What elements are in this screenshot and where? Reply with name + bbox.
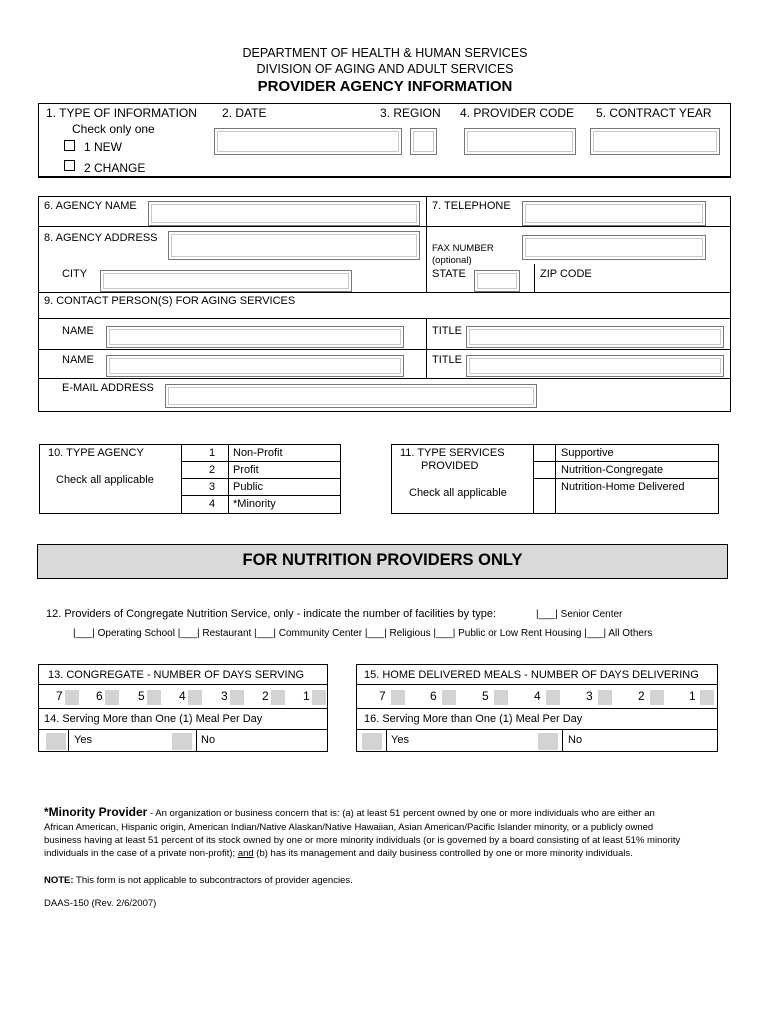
city-label: CITY [62, 268, 88, 280]
senior-center-option[interactable]: |___| Senior Center [536, 609, 623, 620]
congregate-day-2: 2 [262, 689, 269, 703]
divider [196, 729, 197, 752]
congregate-label: 13. CONGREGATE - NUMBER OF DAYS SERVING [48, 669, 305, 681]
note-text: This form is not applicable to subcontractors of provider agencies. [73, 875, 353, 886]
department-heading: DEPARTMENT OF HEALTH & HUMAN SERVICES [242, 46, 528, 60]
form-title: PROVIDER AGENCY INFORMATION [257, 78, 513, 95]
divider [228, 444, 229, 514]
home-day-5-field[interactable] [494, 690, 508, 705]
divider [181, 461, 341, 462]
minority-line-3: business having at least 51 percent of its stock owned by one or more minority individuals (or is governed by a board consisting of at least 51% minority [44, 835, 681, 846]
agency-name-label: 6. AGENCY NAME [44, 200, 137, 212]
divider [426, 318, 427, 378]
minority-title: *Minority Provider [44, 805, 148, 819]
divider [38, 292, 731, 293]
note-label: NOTE: [44, 875, 74, 886]
name1-label: NAME [62, 325, 94, 337]
divider [181, 495, 341, 496]
new-option-label: 1 NEW [84, 140, 123, 154]
change-option-label: 2 CHANGE [84, 161, 146, 175]
agency-type-profit[interactable]: Profit [233, 464, 259, 476]
congregate-day-4-field[interactable] [188, 690, 202, 705]
minority-line-1 [44, 805, 655, 821]
telephone-label: 7. TELEPHONE [432, 200, 511, 212]
congregate-day-3: 3 [221, 689, 228, 703]
divider [38, 349, 731, 350]
home-day-3-field[interactable] [598, 690, 612, 705]
congregate-day-7: 7 [56, 689, 63, 703]
congregate-day-6: 6 [96, 689, 103, 703]
telephone-input[interactable] [522, 201, 706, 226]
agency-name-input[interactable] [148, 201, 420, 226]
congregate-yes-label: Yes [74, 734, 92, 746]
divider [426, 196, 427, 292]
region-input[interactable] [410, 128, 437, 155]
division-heading: DIVISION OF AGING AND ADULT SERVICES [256, 62, 514, 76]
congregate-day-4: 4 [179, 689, 186, 703]
agency-num-4: 4 [209, 498, 216, 510]
agency-type-public[interactable]: Public [233, 481, 263, 493]
minority-text-1: - An organization or business concern that is: (a) at least 51 percent owned by one or more individuals who are either an [147, 808, 655, 819]
service-congregate[interactable]: Nutrition-Congregate [561, 464, 664, 476]
divider [38, 226, 731, 227]
home-day-7: 7 [379, 689, 386, 703]
agency-num-2: 2 [209, 464, 216, 476]
congregate-no-label: No [201, 734, 216, 746]
type-services-label: 11. TYPE SERVICES [400, 447, 505, 459]
nutrition-banner-text: FOR NUTRITION PROVIDERS ONLY [242, 551, 523, 569]
home-day-4: 4 [534, 689, 541, 703]
divider [181, 478, 341, 479]
type-services-check-all: Check all applicable [409, 487, 507, 499]
divider [38, 318, 731, 319]
divider [38, 684, 328, 685]
congregate-day-3-field[interactable] [230, 690, 244, 705]
change-checkbox[interactable] [64, 160, 75, 171]
facility-types-line[interactable]: |___| Operating School |___| Restaurant |___| Community Center |___| Religious |___| Public or Low Rent Housing |___| All Others [73, 628, 653, 639]
home-day-2: 2 [638, 689, 645, 703]
divider [534, 264, 535, 292]
divider [562, 729, 563, 752]
home-day-3: 3 [586, 689, 593, 703]
divider [38, 708, 328, 709]
provider-code-label: 4. PROVIDER CODE [460, 106, 575, 120]
home-delivered-label: 15. HOME DELIVERED MEALS - NUMBER OF DAYS DELIVERING [364, 669, 699, 681]
home-day-7-field[interactable] [391, 690, 405, 705]
divider [555, 444, 556, 514]
fax-optional-label: (optional) [432, 255, 472, 266]
minority-line-2: African American, Hispanic origin, American Indian/Native Alaskan/Native Hawaiian, Asian American/Pacific Islander minority, or a publicly owned [44, 822, 654, 833]
zip-label: ZIP CODE [540, 268, 592, 280]
divider [68, 729, 69, 752]
home-day-4-field[interactable] [546, 690, 560, 705]
divider [533, 461, 719, 462]
note-line [44, 874, 353, 888]
home-yes-field[interactable] [362, 733, 382, 750]
contract-year-input[interactable] [590, 128, 720, 155]
email-label: E-MAIL ADDRESS [62, 382, 154, 394]
region-label: 3. REGION [380, 106, 441, 120]
check-only-label: Check only one [72, 122, 155, 136]
divider [181, 444, 182, 514]
type-agency-check-all: Check all applicable [56, 474, 154, 486]
home-no-label: No [568, 734, 583, 746]
home-day-5: 5 [482, 689, 489, 703]
date-label: 2. DATE [222, 106, 267, 120]
agency-num-1: 1 [209, 447, 216, 459]
congregate-day-1: 1 [303, 689, 310, 703]
agency-address-label: 8. AGENCY ADDRESS [44, 232, 158, 244]
minority-text-4a: individuals in the case of a private non-profit); [44, 848, 238, 859]
service-home-delivered[interactable]: Nutrition-Home Delivered [561, 481, 685, 493]
date-input[interactable] [214, 128, 402, 155]
congregate-day-2-field[interactable] [271, 690, 285, 705]
congregate-no-field[interactable] [172, 733, 192, 750]
new-checkbox[interactable] [64, 140, 75, 151]
form-id: DAAS-150 (Rev. 2/6/2007) [44, 898, 157, 909]
type-services-label-2: PROVIDED [421, 460, 479, 472]
title2-input[interactable] [466, 355, 724, 377]
congregate-day-7-field[interactable] [65, 690, 79, 705]
type-info-label: 1. TYPE OF INFORMATION [46, 106, 197, 120]
home-day-6-field[interactable] [442, 690, 456, 705]
email-input[interactable] [165, 384, 537, 408]
congregate-yes-field[interactable] [46, 733, 66, 750]
name2-input[interactable] [106, 355, 404, 377]
agency-type-nonprofit[interactable]: Non-Profit [233, 447, 283, 459]
minority-and: and [237, 848, 254, 859]
fax-input[interactable] [522, 235, 706, 260]
name1-input[interactable] [106, 326, 404, 348]
contract-year-label: 5. CONTRACT YEAR [596, 106, 712, 120]
fax-label: FAX NUMBER [432, 243, 494, 254]
title2-label: TITLE [432, 354, 462, 366]
home-day-2-field[interactable] [650, 690, 664, 705]
congregate-day-1-field[interactable] [312, 690, 326, 705]
state-label: STATE [432, 268, 466, 280]
divider [386, 729, 387, 752]
home-yes-label: Yes [391, 734, 409, 746]
agency-address-input[interactable] [168, 231, 420, 260]
congregate-serving-label: 14. Serving More than One (1) Meal Per Day [44, 713, 263, 725]
contact-label: 9. CONTACT PERSON(S) FOR AGING SERVICES [44, 295, 296, 307]
divider [38, 729, 328, 730]
minority-line-4 [44, 847, 633, 861]
title1-label: TITLE [432, 325, 462, 337]
congregate-day-5-field[interactable] [147, 690, 161, 705]
congregate-day-6-field[interactable] [105, 690, 119, 705]
city-input[interactable] [100, 270, 352, 292]
divider [356, 708, 718, 709]
divider [533, 444, 534, 514]
name2-label: NAME [62, 354, 94, 366]
agency-type-minority[interactable]: *Minority [233, 498, 276, 510]
divider [356, 684, 718, 685]
home-day-1-field[interactable] [700, 690, 714, 705]
home-serving-label: 16. Serving More than One (1) Meal Per Day [364, 713, 583, 725]
home-day-1: 1 [689, 689, 696, 703]
congregate-day-5: 5 [138, 689, 145, 703]
home-day-6: 6 [430, 689, 437, 703]
agency-num-3: 3 [209, 481, 216, 493]
divider [356, 729, 718, 730]
home-no-field[interactable] [538, 733, 558, 750]
title1-input[interactable] [466, 326, 724, 348]
type-agency-label: 10. TYPE AGENCY [48, 447, 144, 459]
provider-code-input[interactable] [464, 128, 576, 155]
service-supportive[interactable]: Supportive [561, 447, 614, 459]
state-input[interactable] [474, 270, 520, 292]
minority-text-4c: (b) has its management and daily business controlled by one or more minority individuals. [253, 848, 633, 859]
divider [38, 378, 731, 379]
question-12: 12. Providers of Congregate Nutrition Service, only - indicate the number of facilities by type: [46, 608, 497, 620]
divider [533, 478, 719, 479]
